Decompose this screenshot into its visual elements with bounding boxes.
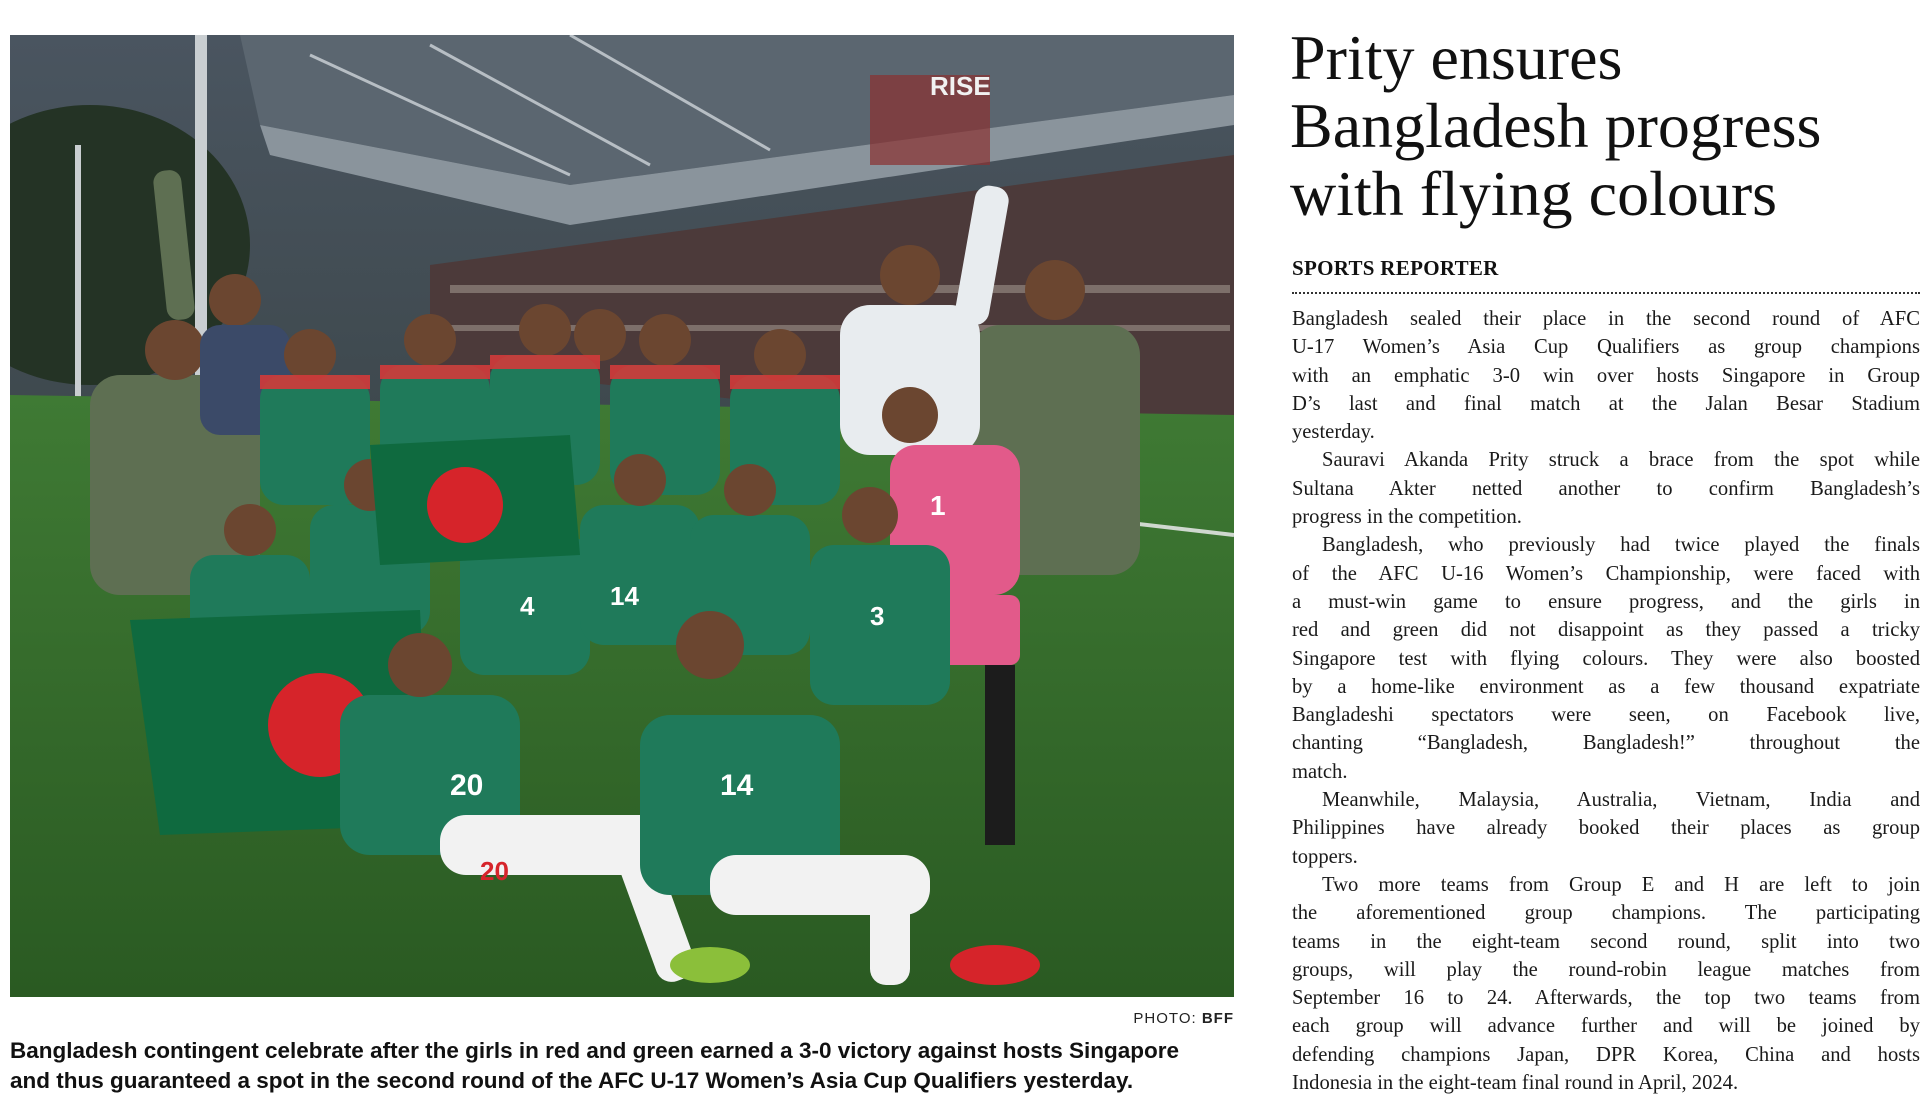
article-line: red and green did not disappoint as they passed a tricky bbox=[1292, 619, 1920, 642]
article-line: Bangladesh, who previously had twice played the finals bbox=[1322, 534, 1920, 557]
article-line: Indonesia in the eight-team final round in April, 2024. bbox=[1292, 1072, 1739, 1095]
team-photo-illustration bbox=[10, 35, 1234, 997]
article-line: groups, will play the round-robin league matches from bbox=[1292, 958, 1920, 981]
byline: SPORTS REPORTER bbox=[1292, 256, 1499, 280]
jersey-number: 20 bbox=[480, 856, 509, 886]
article-line: Sauravi Akanda Prity struck a brace from the spot while bbox=[1322, 449, 1920, 472]
stadium-banner-text: RISE bbox=[930, 71, 991, 101]
caption-line: Bangladesh contingent celebrate after the girls in red and green earned a 3-0 victory against hosts Singapore bbox=[10, 1038, 1180, 1063]
byline-divider bbox=[1292, 292, 1920, 294]
article-line: Two more teams from Group E and H are left to join bbox=[1322, 873, 1920, 896]
jersey-number: 14 bbox=[610, 581, 639, 611]
article-line: by a home-like environment as a few thousand expatriate bbox=[1292, 675, 1920, 698]
headline-line: Bangladesh progress bbox=[1290, 90, 1822, 161]
article-line: with an emphatic 3-0 win over hosts Singapore in Group bbox=[1292, 364, 1920, 387]
jersey-number: 14 bbox=[720, 769, 754, 802]
article-line: match. bbox=[1292, 760, 1348, 783]
article-line: defending champions Japan, DPR Korea, China and hosts bbox=[1292, 1043, 1920, 1066]
headline bbox=[1290, 24, 1930, 228]
headline-line: with flying colours bbox=[1290, 158, 1778, 229]
bangladesh-flag bbox=[370, 435, 580, 565]
jersey-number: 20 bbox=[450, 769, 484, 802]
photo-credit-source: BFF bbox=[1201, 1010, 1234, 1027]
article-line: Meanwhile, Malaysia, Australia, Vietnam, India and bbox=[1322, 789, 1920, 812]
article-line: chanting “Bangladesh, Bangladesh!” throughout the bbox=[1292, 732, 1920, 755]
jersey-number: 3 bbox=[870, 601, 885, 631]
article-line: teams in the eight-team second round, split into two bbox=[1292, 930, 1920, 953]
article-line: yesterday. bbox=[1292, 421, 1375, 444]
article-line: Bangladesh sealed their place in the second round of AFC bbox=[1292, 308, 1920, 330]
photo-credit-label: PHOTO: bbox=[1133, 1010, 1197, 1027]
headline-line: Prity ensures bbox=[1290, 22, 1623, 93]
article-line: the aforementioned group champions. The participating bbox=[1292, 902, 1920, 925]
team-photo bbox=[10, 35, 1234, 997]
photo-credit bbox=[10, 1010, 1234, 1027]
article-line: Philippines have already booked their places as group bbox=[1292, 817, 1920, 840]
article-line: U-17 Women’s Asia Cup Qualifiers as group champions bbox=[1292, 336, 1920, 359]
article-line: toppers. bbox=[1292, 845, 1358, 868]
article-line: progress in the competition. bbox=[1292, 506, 1522, 529]
article-line: Sultana Akter netted another to confirm Bangladesh’s bbox=[1292, 477, 1920, 500]
jersey-number: 1 bbox=[930, 490, 946, 521]
article-line: Bangladeshi spectators were seen, on Facebook live, bbox=[1292, 704, 1920, 727]
jersey-number: 4 bbox=[520, 591, 535, 621]
photo-caption bbox=[10, 1036, 1234, 1096]
article-line: of the AFC U-16 Women’s Championship, were faced with bbox=[1292, 562, 1920, 585]
article-line: a must-win game to ensure progress, and the girls in bbox=[1292, 590, 1920, 613]
article-line: September 16 to 24. Afterwards, the top two teams from bbox=[1292, 987, 1920, 1010]
article-line: each group will advance further and will be joined by bbox=[1292, 1015, 1920, 1038]
article-body bbox=[1292, 305, 1920, 1097]
caption-line: and thus guaranteed a spot in the second round of the AFC U-17 Women’s Asia Cup Qualifiers yesterday. bbox=[10, 1068, 1134, 1093]
article-line: D’s last and final match at the Jalan Besar Stadium bbox=[1292, 392, 1920, 415]
article-line: Singapore test with flying colours. They were also boosted bbox=[1292, 647, 1920, 670]
